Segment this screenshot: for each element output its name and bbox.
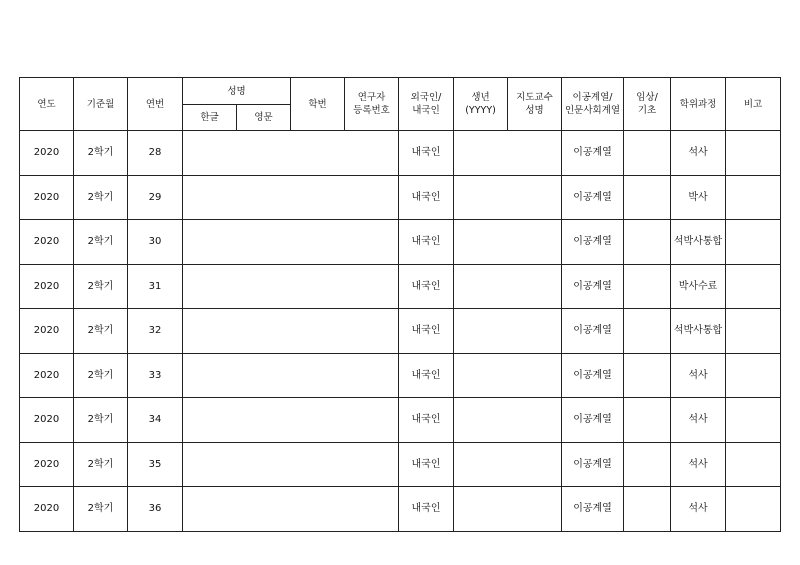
cell-term: 2학기 — [74, 487, 128, 532]
cell-field: 이공계열 — [562, 264, 624, 309]
cell-term: 2학기 — [74, 309, 128, 354]
cell-researcher-no — [345, 487, 399, 532]
table-body — [20, 131, 781, 532]
cell-field: 이공계열 — [562, 309, 624, 354]
cell-name-eng — [237, 175, 291, 220]
cell-seq: 33 — [128, 353, 183, 398]
cell-name-eng — [237, 220, 291, 265]
cell-nationality: 내국인 — [399, 264, 454, 309]
header-name-eng: 영문 — [237, 105, 291, 131]
cell-term: 2학기 — [74, 220, 128, 265]
table-row — [20, 442, 781, 487]
cell-clinical — [624, 131, 671, 176]
cell-nationality: 내국인 — [399, 131, 454, 176]
cell-degree: 석사 — [671, 487, 726, 532]
cell-student-id — [291, 309, 345, 354]
cell-degree: 석박사통합 — [671, 309, 726, 354]
cell-clinical — [624, 398, 671, 443]
cell-seq: 29 — [128, 175, 183, 220]
cell-seq: 28 — [128, 131, 183, 176]
cell-advisor — [508, 398, 562, 443]
table-row — [20, 398, 781, 443]
cell-year: 2020 — [20, 131, 74, 176]
cell-field: 이공계열 — [562, 442, 624, 487]
cell-name-kor — [183, 264, 237, 309]
cell-researcher-no — [345, 309, 399, 354]
cell-birth-year — [454, 309, 508, 354]
cell-researcher-no — [345, 220, 399, 265]
cell-nationality: 내국인 — [399, 487, 454, 532]
cell-field: 이공계열 — [562, 175, 624, 220]
header-field: 이공계열/ 인문사회계열 — [562, 78, 624, 131]
cell-note — [726, 264, 781, 309]
cell-clinical — [624, 353, 671, 398]
cell-degree: 석사 — [671, 353, 726, 398]
cell-seq: 36 — [128, 487, 183, 532]
cell-student-id — [291, 353, 345, 398]
cell-advisor — [508, 264, 562, 309]
cell-field: 이공계열 — [562, 353, 624, 398]
cell-name-kor — [183, 353, 237, 398]
cell-year: 2020 — [20, 220, 74, 265]
table-header — [20, 78, 781, 131]
cell-advisor — [508, 487, 562, 532]
cell-name-kor — [183, 220, 237, 265]
cell-note — [726, 353, 781, 398]
cell-advisor — [508, 442, 562, 487]
cell-note — [726, 309, 781, 354]
cell-researcher-no — [345, 175, 399, 220]
cell-term: 2학기 — [74, 442, 128, 487]
header-nationality: 외국인/ 내국인 — [399, 78, 454, 131]
header-degree: 학위과정 — [671, 78, 726, 131]
cell-clinical — [624, 264, 671, 309]
cell-note — [726, 220, 781, 265]
cell-birth-year — [454, 398, 508, 443]
cell-name-kor — [183, 175, 237, 220]
cell-researcher-no — [345, 264, 399, 309]
cell-nationality: 내국인 — [399, 442, 454, 487]
cell-nationality: 내국인 — [399, 175, 454, 220]
cell-term: 2학기 — [74, 264, 128, 309]
header-advisor: 지도교수 성명 — [508, 78, 562, 131]
cell-researcher-no — [345, 442, 399, 487]
cell-note — [726, 442, 781, 487]
cell-year: 2020 — [20, 175, 74, 220]
cell-student-id — [291, 442, 345, 487]
cell-degree: 석사 — [671, 398, 726, 443]
cell-researcher-no — [345, 353, 399, 398]
cell-researcher-no — [345, 131, 399, 176]
header-clinical: 임상/ 기초 — [624, 78, 671, 131]
cell-birth-year — [454, 131, 508, 176]
cell-name-eng — [237, 131, 291, 176]
cell-birth-year — [454, 353, 508, 398]
cell-name-kor — [183, 398, 237, 443]
table-row — [20, 220, 781, 265]
cell-name-eng — [237, 442, 291, 487]
cell-birth-year — [454, 175, 508, 220]
cell-clinical — [624, 487, 671, 532]
header-year: 연도 — [20, 78, 74, 131]
cell-name-eng — [237, 398, 291, 443]
cell-student-id — [291, 264, 345, 309]
cell-field: 이공계열 — [562, 131, 624, 176]
cell-birth-year — [454, 220, 508, 265]
cell-note — [726, 131, 781, 176]
cell-name-kor — [183, 487, 237, 532]
cell-note — [726, 487, 781, 532]
cell-degree: 박사수료 — [671, 264, 726, 309]
table-row — [20, 353, 781, 398]
cell-degree: 석사 — [671, 131, 726, 176]
cell-student-id — [291, 398, 345, 443]
cell-student-id — [291, 131, 345, 176]
cell-clinical — [624, 309, 671, 354]
cell-birth-year — [454, 487, 508, 532]
cell-degree: 석사 — [671, 442, 726, 487]
cell-year: 2020 — [20, 487, 74, 532]
student-roster-table — [19, 77, 781, 532]
header-term: 기준월 — [74, 78, 128, 131]
cell-advisor — [508, 220, 562, 265]
cell-birth-year — [454, 264, 508, 309]
cell-name-kor — [183, 131, 237, 176]
cell-advisor — [508, 353, 562, 398]
cell-name-eng — [237, 487, 291, 532]
cell-seq: 34 — [128, 398, 183, 443]
cell-degree: 석박사통합 — [671, 220, 726, 265]
cell-year: 2020 — [20, 309, 74, 354]
header-birth-year: 생년 (YYYY) — [454, 78, 508, 131]
cell-advisor — [508, 309, 562, 354]
cell-field: 이공계열 — [562, 398, 624, 443]
cell-year: 2020 — [20, 398, 74, 443]
cell-student-id — [291, 487, 345, 532]
cell-term: 2학기 — [74, 353, 128, 398]
header-student-id: 학번 — [291, 78, 345, 131]
cell-name-eng — [237, 353, 291, 398]
table-row — [20, 131, 781, 176]
cell-name-kor — [183, 309, 237, 354]
table-row — [20, 309, 781, 354]
cell-note — [726, 175, 781, 220]
cell-term: 2학기 — [74, 175, 128, 220]
cell-advisor — [508, 131, 562, 176]
cell-seq: 32 — [128, 309, 183, 354]
cell-field: 이공계열 — [562, 487, 624, 532]
cell-seq: 30 — [128, 220, 183, 265]
cell-nationality: 내국인 — [399, 309, 454, 354]
cell-clinical — [624, 175, 671, 220]
cell-birth-year — [454, 442, 508, 487]
cell-note — [726, 398, 781, 443]
cell-name-kor — [183, 442, 237, 487]
cell-seq: 35 — [128, 442, 183, 487]
cell-year: 2020 — [20, 353, 74, 398]
header-seq: 연번 — [128, 78, 183, 131]
header-researcher-no: 연구자 등록번호 — [345, 78, 399, 131]
cell-term: 2학기 — [74, 131, 128, 176]
table-row — [20, 264, 781, 309]
cell-degree: 박사 — [671, 175, 726, 220]
cell-nationality: 내국인 — [399, 398, 454, 443]
cell-term: 2학기 — [74, 398, 128, 443]
cell-researcher-no — [345, 398, 399, 443]
cell-nationality: 내국인 — [399, 353, 454, 398]
cell-clinical — [624, 220, 671, 265]
cell-student-id — [291, 175, 345, 220]
cell-name-eng — [237, 309, 291, 354]
cell-name-eng — [237, 264, 291, 309]
header-note: 비고 — [726, 78, 781, 131]
cell-year: 2020 — [20, 442, 74, 487]
table-row — [20, 487, 781, 532]
cell-nationality: 내국인 — [399, 220, 454, 265]
cell-seq: 31 — [128, 264, 183, 309]
cell-advisor — [508, 175, 562, 220]
table-row — [20, 175, 781, 220]
cell-year: 2020 — [20, 264, 74, 309]
header-name: 성명 — [183, 78, 291, 105]
cell-clinical — [624, 442, 671, 487]
header-name-kor: 한글 — [183, 105, 237, 131]
cell-field: 이공계열 — [562, 220, 624, 265]
cell-student-id — [291, 220, 345, 265]
